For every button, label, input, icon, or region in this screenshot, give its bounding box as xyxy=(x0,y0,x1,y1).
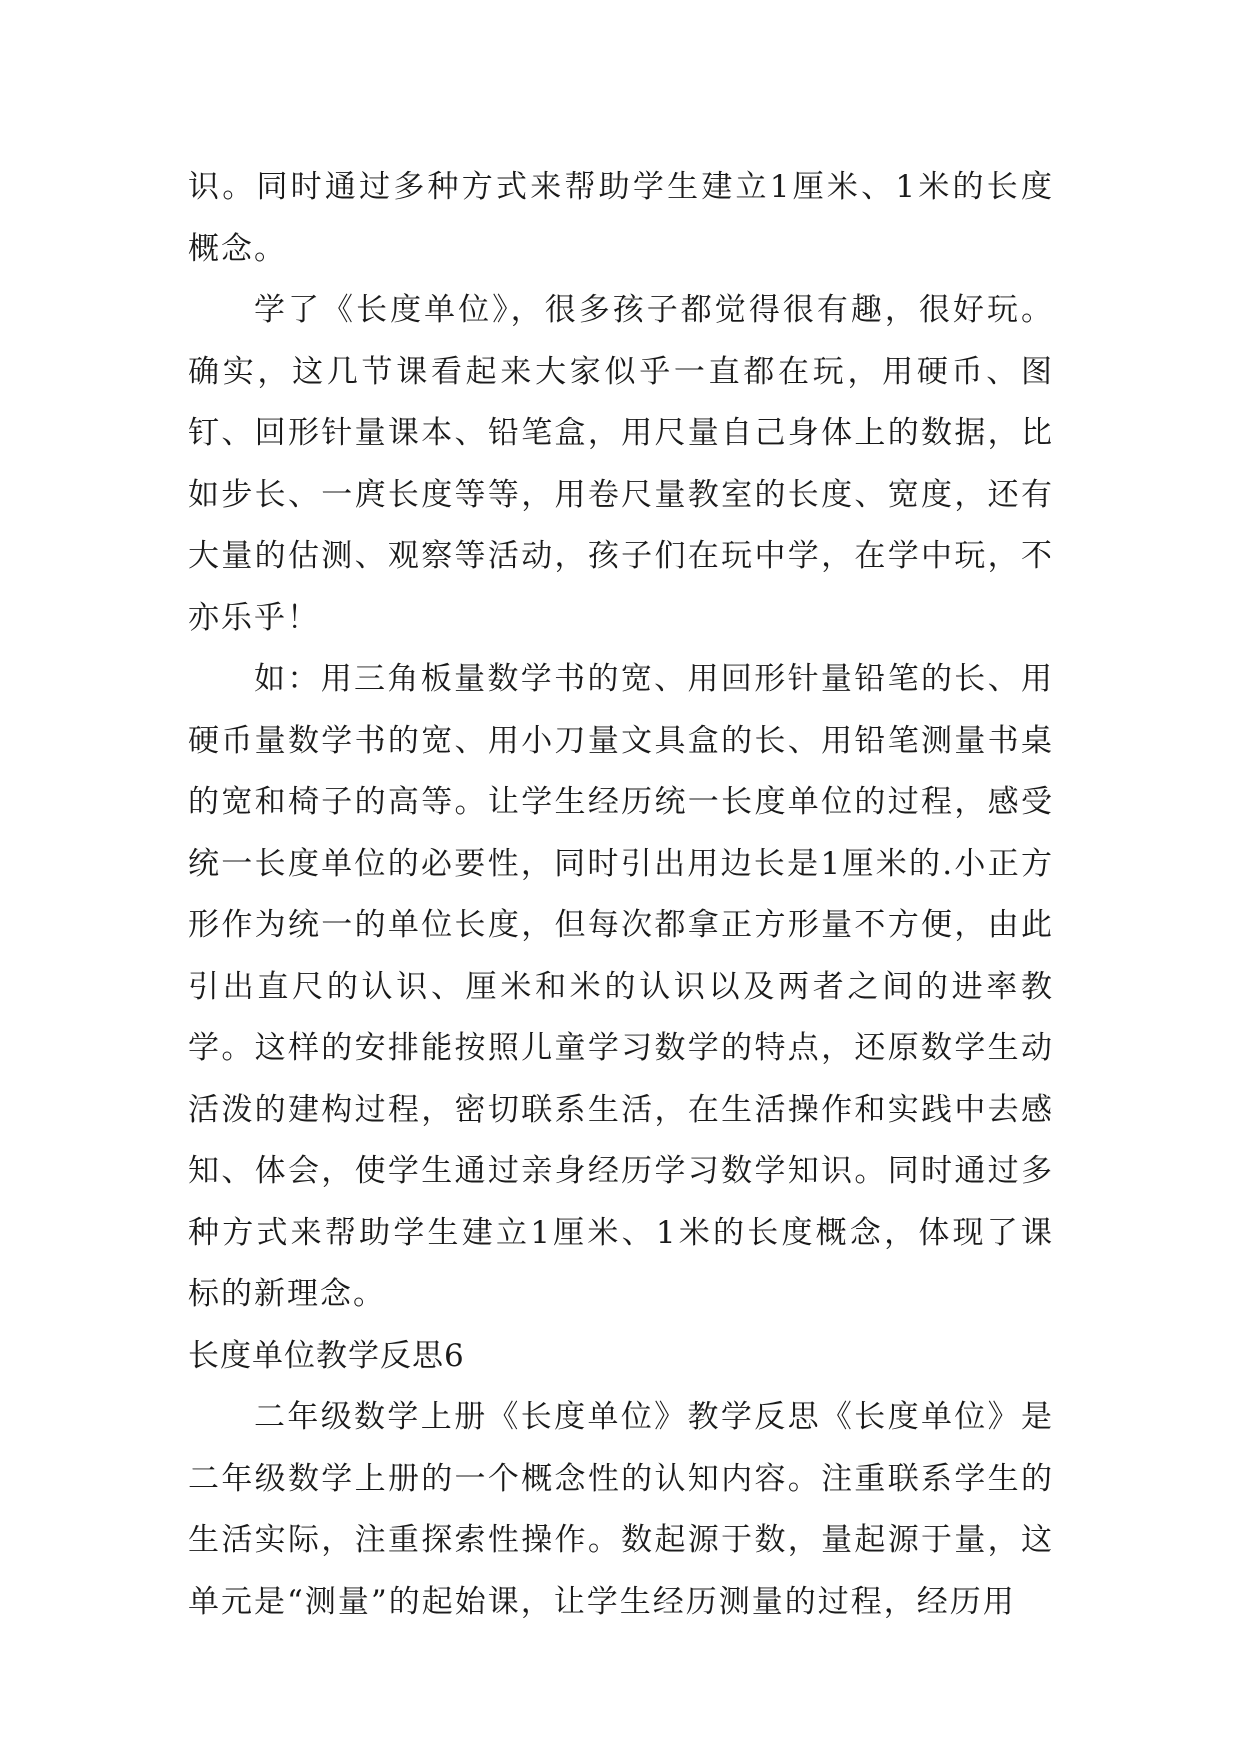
paragraph-grade-two-reflection: 二年级数学上册《长度单位》教学反思《长度单位》是二年级数学上册的一个概念性的认知内容。注重联系学生的生活实际，注重探索性操作。数起源于数，量起源于量，这单元是“测量”的起始课，让学生经历测量的过程，经历用 xyxy=(188,1399,1054,1620)
paragraph-continuation: 识。同时通过多种方式来帮助学生建立1厘米、1米的长度概念。 xyxy=(188,169,1054,267)
section-heading: 长度单位教学反思6 xyxy=(188,1337,465,1374)
paragraph-fun-learning: 学了《长度单位》，很多孩子都觉得很有趣，很好玩。确实，这几节课看起来大家似乎一直都在玩，用硬币、图钉、回形针量课本、铅笔盒，用尺量自己身体上的数据，比如步长、一庹长度等等，用卷尺量教室的长度、宽度，还有大量的估测、观察等活动，孩子们在玩中学，在学中玩，不亦乐乎！ xyxy=(188,292,1054,636)
paragraph-measurement-examples: 如：用三角板量数学书的宽、用回形针量铅笔的长、用硬币量数学书的宽、用小刀量文具盒的长、用铅笔测量书桌的宽和椅子的高等。让学生经历统一长度单位的过程，感受统一长度单位的必要性，同时引出用边长是1厘米的.小正方形作为统一的单位长度，但每次都拿正方形量不方便，由此引出直尺的认识、厘米和米的认识以及两者之间的进率教学。这样的安排能按照儿童学习数学的特点，还原数学生动活泼的建构过程，密切联系生活，在生活操作和实践中去感知、体会，使学生通过亲身经历学习数学知识。同时通过多种方式来帮助学生建立1厘米、1米的长度概念，体现了课标的新理念。 xyxy=(188,661,1054,1312)
document-body xyxy=(188,157,1054,1633)
